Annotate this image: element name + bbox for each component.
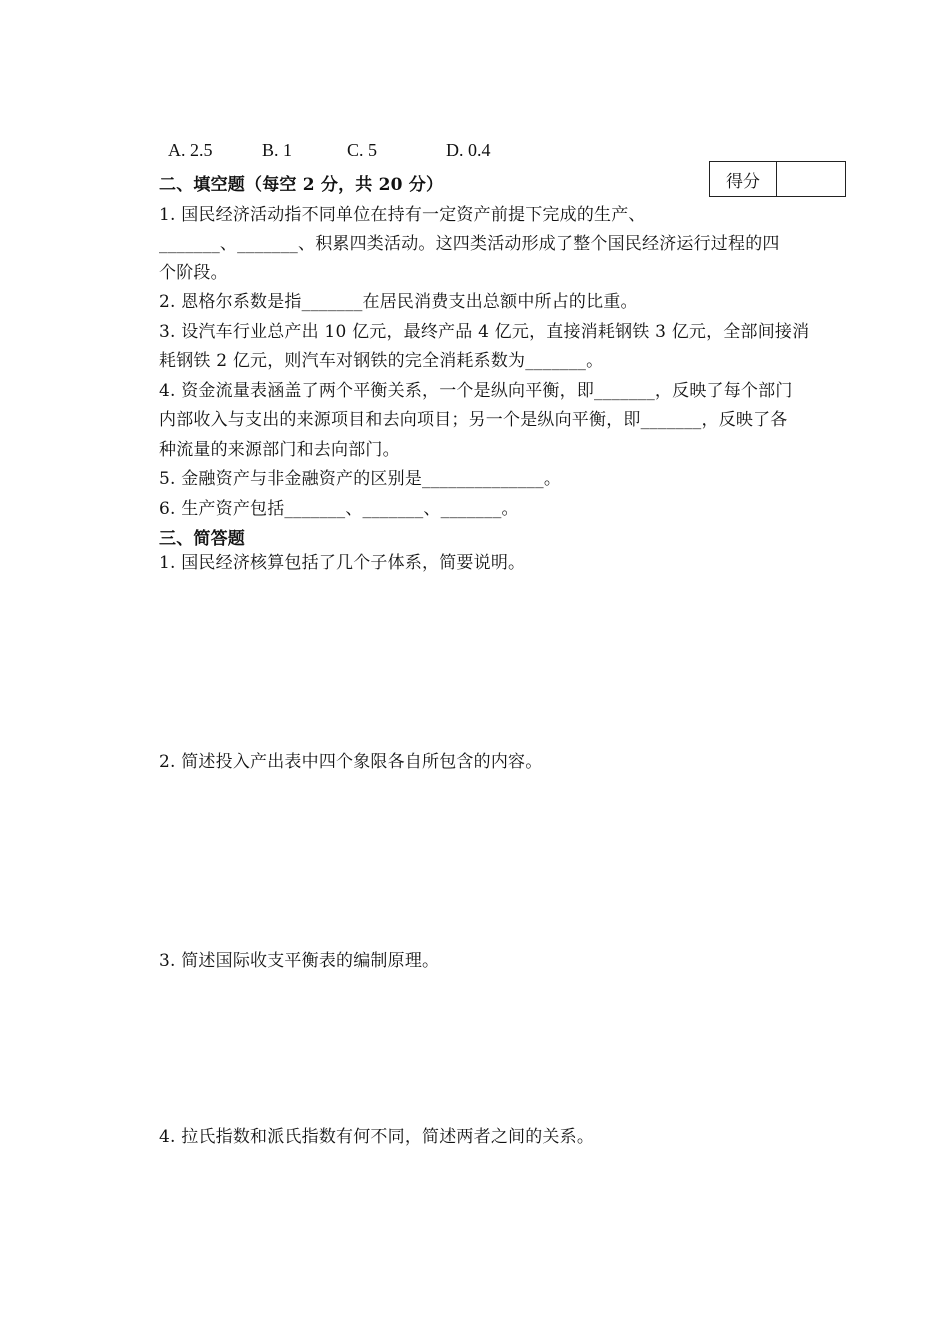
option-a: A. 2.5 xyxy=(168,140,213,160)
option-b: B. 1 xyxy=(262,140,293,160)
score-label: 得分 xyxy=(710,162,777,196)
question-2: 2. 简述投入产出表中四个象限各自所包含的内容。 xyxy=(159,752,543,772)
section2-line: _______、_______、积累四类活动。这四类活动形成了整个国民经济运行过程的四 xyxy=(159,234,780,254)
option-d: D. 0.4 xyxy=(446,140,491,160)
section2-line: 6. 生产资产包括_______、_______、_______。 xyxy=(159,499,519,519)
section2-line: 耗钢铁 2 亿元，则汽车对钢铁的完全消耗系数为_______。 xyxy=(159,351,604,371)
section3-heading: 三、简答题 xyxy=(159,529,245,549)
section2-line: 种流量的来源部门和去向部门。 xyxy=(159,440,400,460)
question-1: 1. 国民经济核算包括了几个子体系，简要说明。 xyxy=(159,553,526,573)
score-box xyxy=(709,161,846,197)
section2-line: 3. 设汽车行业总产出 10 亿元，最终产品 4 亿元，直接消耗钢铁 3 亿元，全部间接消 xyxy=(159,322,810,342)
score-value xyxy=(777,162,845,196)
section2-line: 1. 国民经济活动指不同单位在持有一定资产前提下完成的生产、 xyxy=(159,205,646,225)
section2-line: 个阶段。 xyxy=(159,263,228,283)
section2-heading: 二、填空题（每空 2 分，共 20 分） xyxy=(159,175,444,195)
section2-line: 2. 恩格尔系数是指_______在居民消费支出总额中所占的比重。 xyxy=(159,292,638,312)
section2-line: 5. 金融资产与非金融资产的区别是______________。 xyxy=(159,469,562,489)
section2-line: 内部收入与支出的来源项目和去向项目；另一个是纵向平衡，即_______，反映了各 xyxy=(159,410,788,430)
option-c: C. 5 xyxy=(347,140,378,160)
section2-line: 4. 资金流量表涵盖了两个平衡关系，一个是纵向平衡，即_______，反映了每个部门 xyxy=(159,381,793,401)
question-3: 3. 简述国际收支平衡表的编制原理。 xyxy=(159,951,440,971)
question-4: 4. 拉氏指数和派氏指数有何不同，简述两者之间的关系。 xyxy=(159,1127,595,1147)
